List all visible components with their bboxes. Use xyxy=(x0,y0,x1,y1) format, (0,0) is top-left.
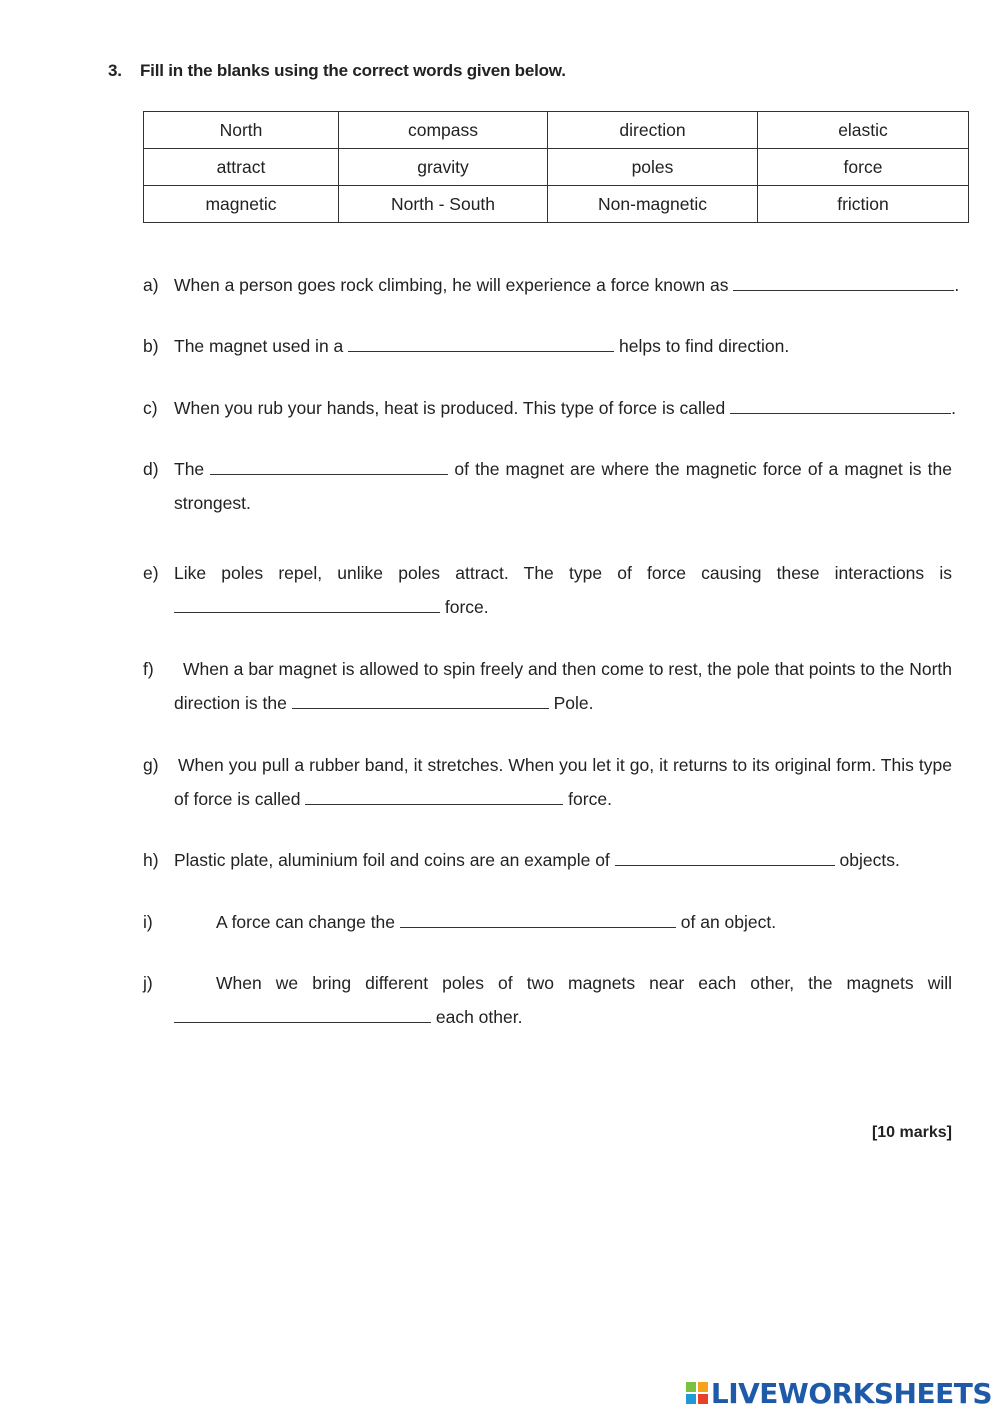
item-text-before: When we bring different poles of two magnets near each other, the magnets will xyxy=(216,973,952,993)
word-bank-cell: elastic xyxy=(758,112,969,149)
question-item-j xyxy=(143,966,952,1034)
answer-blank-h[interactable] xyxy=(615,848,835,866)
item-text-after: helps to find direction. xyxy=(614,336,790,356)
word-bank-row xyxy=(144,112,969,149)
logo-square xyxy=(698,1382,708,1392)
item-text-after: . xyxy=(951,398,956,418)
item-text-before: A force can change the xyxy=(216,912,400,932)
word-bank-row xyxy=(144,149,969,186)
item-text-before: The xyxy=(174,459,211,479)
question-instruction: Fill in the blanks using the correct words given below. xyxy=(140,61,566,80)
answer-blank-a[interactable] xyxy=(733,273,954,291)
logo-square xyxy=(698,1394,708,1404)
item-label: e) xyxy=(143,563,159,583)
item-text-before: When you rub your hands, heat is produced. This type of force is called xyxy=(174,398,731,418)
word-bank-cell: magnetic xyxy=(144,186,339,223)
logo-square xyxy=(686,1394,696,1404)
item-label: i) xyxy=(143,912,153,932)
item-text-after: of an object. xyxy=(675,912,777,932)
question-item-a xyxy=(143,268,960,302)
item-label: b) xyxy=(143,336,159,356)
item-text-after: of the magnet are where the magnetic force of a magnet is the strongest. xyxy=(174,459,952,513)
word-bank-cell: gravity xyxy=(339,149,548,186)
item-label: a) xyxy=(143,275,159,295)
item-label: f) xyxy=(143,659,154,679)
word-bank-cell: force xyxy=(758,149,969,186)
item-text-before: When you pull a rubber band, it stretches. When you let it go, it returns to its original form. This type of force is called xyxy=(174,755,952,809)
answer-blank-i[interactable] xyxy=(400,910,676,928)
item-label: c) xyxy=(143,398,158,418)
word-bank-cell: compass xyxy=(339,112,548,149)
word-bank-cell: direction xyxy=(548,112,758,149)
question-item-h xyxy=(143,843,952,877)
word-bank-cell: Non-magnetic xyxy=(548,186,758,223)
question-item-e xyxy=(143,556,952,624)
word-bank-row xyxy=(144,186,969,223)
question-heading xyxy=(108,61,566,81)
answer-blank-g[interactable] xyxy=(305,787,563,805)
word-bank-cell: friction xyxy=(758,186,969,223)
answer-blank-d[interactable] xyxy=(210,457,448,475)
answer-blank-b[interactable] xyxy=(348,334,614,352)
item-text-before: Like poles repel, unlike poles attract. The type of force causing these interactions is xyxy=(174,563,952,583)
total-marks: [10 marks] xyxy=(871,1124,952,1141)
item-text-after: Pole. xyxy=(548,693,594,713)
item-text-before: Plastic plate, aluminium foil and coins are an example of xyxy=(174,850,615,870)
item-text-before: The magnet used in a xyxy=(174,336,349,356)
item-label: j) xyxy=(143,973,153,993)
item-text-after: each other. xyxy=(431,1007,523,1027)
question-item-b xyxy=(143,329,952,363)
item-text-after: force. xyxy=(563,789,612,809)
answer-blank-f[interactable] xyxy=(292,691,549,709)
item-text-after: . xyxy=(954,275,960,295)
word-bank-cell: North - South xyxy=(339,186,548,223)
word-bank-table xyxy=(143,111,969,223)
item-label: h) xyxy=(143,850,159,870)
question-item-g xyxy=(143,748,952,816)
answer-blank-c[interactable] xyxy=(730,396,951,414)
item-label: g) xyxy=(143,755,159,775)
liveworksheets-logo xyxy=(686,1375,992,1411)
question-item-d xyxy=(143,452,952,520)
question-number: 3. xyxy=(108,61,122,80)
word-bank-cell: North xyxy=(144,112,339,149)
answer-blank-j[interactable] xyxy=(174,1005,431,1023)
brand-name: LIVEWORKSHEETS xyxy=(710,1376,992,1410)
question-item-c xyxy=(143,391,956,425)
word-bank-cell: attract xyxy=(144,149,339,186)
item-label: d) xyxy=(143,459,159,479)
logo-squares-icon xyxy=(686,1382,708,1404)
question-item-i xyxy=(143,905,952,939)
question-item-f xyxy=(143,652,952,720)
item-text-before: When a person goes rock climbing, he will experience a force known as xyxy=(174,275,734,295)
answer-blank-e[interactable] xyxy=(174,595,440,613)
item-text-before: When a bar magnet is allowed to spin freely and then come to rest, the pole that points to the North direction is the xyxy=(174,659,952,713)
item-text-after: force. xyxy=(440,597,489,617)
item-text-after: objects. xyxy=(834,850,900,870)
word-bank-cell: poles xyxy=(548,149,758,186)
logo-square xyxy=(686,1382,696,1392)
